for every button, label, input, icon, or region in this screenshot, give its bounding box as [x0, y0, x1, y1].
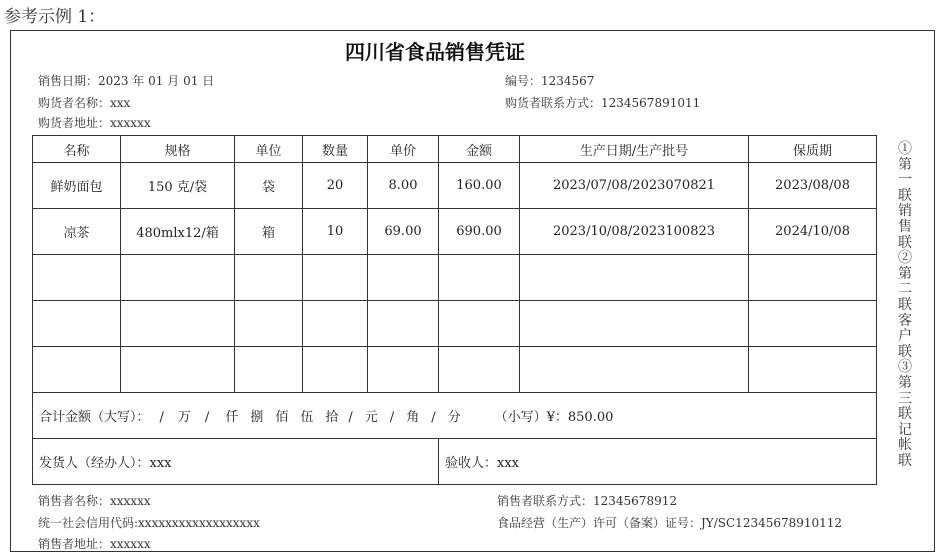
- table-header-row: [33, 136, 877, 163]
- total-amount-part: 合计金额（大写）：: [39, 410, 150, 425]
- voucher-title: 四川省食品销售凭证: [345, 40, 525, 64]
- table-cell: 160.00: [439, 163, 520, 209]
- table-cell: 150 克/袋: [121, 163, 235, 209]
- total-amount-part: 佰: [275, 410, 289, 425]
- table-cell: 凉茶: [33, 209, 121, 255]
- total-amount-part: 拾: [325, 410, 339, 425]
- total-amount-part: /: [389, 410, 395, 425]
- total-row: [33, 393, 877, 439]
- column-header: 生产日期/生产批号: [520, 136, 749, 163]
- table-cell: 10: [303, 209, 368, 255]
- buyer-address: 购货者地址：xxxxxx: [38, 116, 151, 130]
- table-cell: 箱: [235, 209, 303, 255]
- total-amount-part: 万: [177, 410, 191, 425]
- table-cell: 2024/10/08: [749, 209, 877, 255]
- receiver-cell: 验收人：xxx: [439, 439, 877, 485]
- buyer-name: 购货者名称：xxx: [38, 96, 131, 110]
- seller-contact: 销售者联系方式：12345678912: [497, 494, 677, 508]
- total-amount-part: /: [159, 410, 164, 425]
- table-cell: 2023/10/08/2023100823: [520, 209, 749, 255]
- credit-code: 统一社会信用代码:xxxxxxxxxxxxxxxxxx: [38, 516, 260, 530]
- example-caption: 参考示例 1：: [4, 7, 106, 27]
- total-amount-part: 元: [364, 410, 378, 425]
- table-cell: 2023/07/08/2023070821: [520, 163, 749, 209]
- seller-name: 销售者名称：xxxxxx: [38, 494, 151, 508]
- total-amount-part: 伍: [300, 410, 314, 425]
- copy-legend: ①第一联销售联②第二联客户联③第三联记帐联: [898, 141, 912, 469]
- shipper-cell: 发货人（经办人）：xxx: [33, 439, 439, 485]
- table-cell: 鲜奶面包: [33, 163, 121, 209]
- table-row: [33, 163, 877, 209]
- table-cell: 690.00: [439, 209, 520, 255]
- column-header: 单位: [235, 136, 303, 163]
- column-header: 名称: [33, 136, 121, 163]
- total-amount-cell: [33, 393, 877, 439]
- goods-table: [32, 135, 877, 485]
- table-cell: 20: [303, 163, 368, 209]
- table-row: [33, 209, 877, 255]
- total-amount-part: /: [348, 410, 353, 425]
- column-header: 金额: [439, 136, 520, 163]
- blank-row: [33, 347, 877, 393]
- total-amount-part: /: [204, 410, 210, 425]
- total-amount-part: 捌: [250, 410, 264, 425]
- column-header: 单价: [368, 136, 439, 163]
- table-cell: 69.00: [368, 209, 439, 255]
- total-amount-part: （小写）¥：850.00: [494, 410, 614, 425]
- column-header: 保质期: [749, 136, 877, 163]
- column-header: 数量: [303, 136, 368, 163]
- sale-date: 销售日期：2023 年 01 月 01 日: [38, 74, 215, 88]
- buyer-contact: 购货者联系方式：1234567891011: [505, 96, 701, 110]
- serial-number: 编号：1234567: [505, 74, 595, 88]
- table-cell: 8.00: [368, 163, 439, 209]
- blank-row: [33, 255, 877, 301]
- table-cell: 480mlx12/箱: [121, 209, 235, 255]
- seller-address: 销售者地址：xxxxxx: [38, 537, 151, 551]
- license-number: 食品经营（生产）许可（备案）证号：JY/SC12345678910112: [497, 516, 843, 530]
- table-cell: 2023/08/08: [749, 163, 877, 209]
- total-amount-part: 角: [406, 410, 420, 425]
- total-amount-part: /: [431, 410, 436, 425]
- total-amount-part: 仟: [225, 410, 239, 425]
- table-cell: 袋: [235, 163, 303, 209]
- total-amount-part: 分: [447, 410, 461, 425]
- person-row: [33, 439, 877, 485]
- blank-row: [33, 301, 877, 347]
- column-header: 规格: [121, 136, 235, 163]
